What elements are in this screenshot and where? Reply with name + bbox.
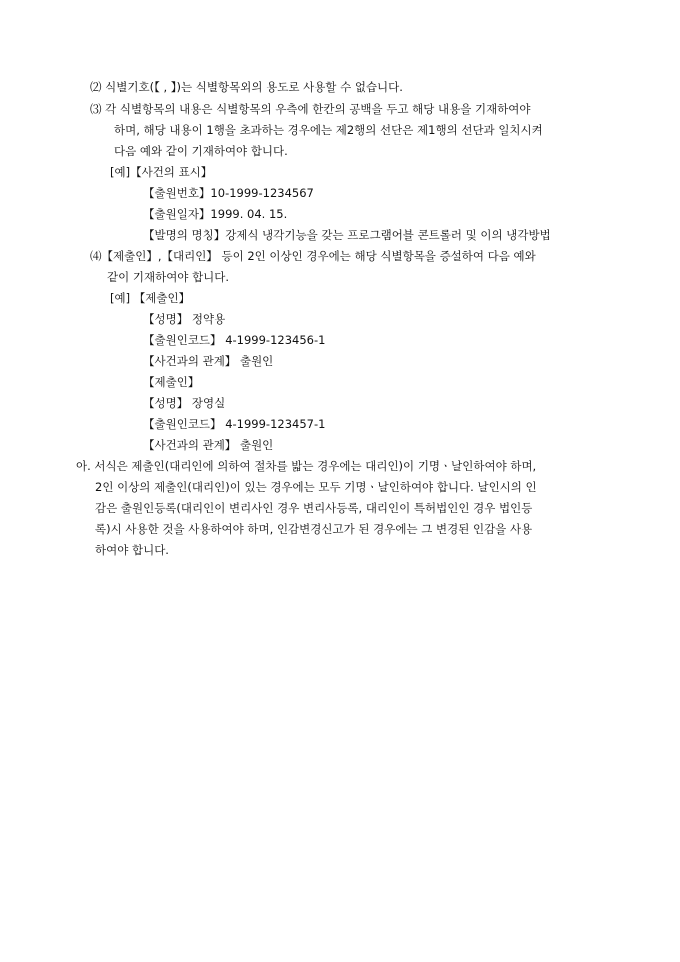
section-a-line-5: 하여야 합니다. [95, 543, 169, 557]
example-1-application-number: 【출원번호】10-1999-1234567 [143, 186, 314, 200]
example-1-header: [예]【사건의 표시】 [110, 165, 213, 179]
example-2-name-1: 【성명】 정약용 [143, 312, 226, 326]
example-1-application-date: 【출원일자】1999. 04. 15. [143, 207, 288, 221]
example-2-relation-2: 【사건과의 관계】 출원인 [143, 438, 274, 452]
example-2-header: [예] 【제출인】 [110, 291, 191, 305]
rule-4-line-2: 같이 기재하여야 합니다. [107, 270, 230, 284]
rule-3-line-2: 하며, 해당 내용이 1행을 초과하는 경우에는 제2행의 선단은 제1행의 선단과 일치시켜 [114, 123, 543, 137]
example-2-applicant-code-1: 【출원인코드】 4-1999-123456-1 [143, 333, 326, 347]
example-2-name-2: 【성명】 장영실 [143, 396, 226, 410]
example-2-applicant-code-2: 【출원인코드】 4-1999-123457-1 [143, 417, 326, 431]
section-a-line-2: 2인 이상의 제출인(대리인)이 있는 경우에는 모두 기명ㆍ날인하여야 합니다. 날인시의 인 [95, 480, 537, 494]
section-a-line-4: 록)시 사용한 것을 사용하여야 하며, 인감변경신고가 된 경우에는 그 변경된 인감을 사용 [95, 522, 533, 536]
example-2-relation-1: 【사건과의 관계】 출원인 [143, 354, 274, 368]
section-a-line-1: 아. 서식은 제출인(대리인에 의하여 절차를 밟는 경우에는 대리인)이 기명ㆍ날인하여야 하며, [76, 459, 537, 473]
rule-3-line-1: ⑶ 각 식별항목의 내용은 식별항목의 우측에 한칸의 공백을 두고 해당 내용을 기재하여야 [90, 102, 531, 116]
section-a-line-3: 감은 출원인등록(대리인이 변리사인 경우 변리사등록, 대리인이 특허법인인 경우 법인등 [95, 501, 533, 515]
example-2-submitter-2: 【제출인】 [143, 375, 200, 389]
rule-4-line-1: ⑷【제출인】,【대리인】 등이 2인 이상인 경우에는 해당 식별항목을 증설하여 다음 예와 [90, 249, 536, 263]
rule-3-line-3: 다음 예와 같이 기재하여야 합니다. [114, 144, 288, 158]
rule-2-line: ⑵ 식별기호(【 , 】)는 식별항목외의 용도로 사용할 수 없습니다. [90, 80, 403, 94]
example-1-invention-title: 【발명의 명칭】강제식 냉각기능을 갖는 프로그램어블 콘트롤러 및 이의 냉각방법 [143, 228, 551, 242]
